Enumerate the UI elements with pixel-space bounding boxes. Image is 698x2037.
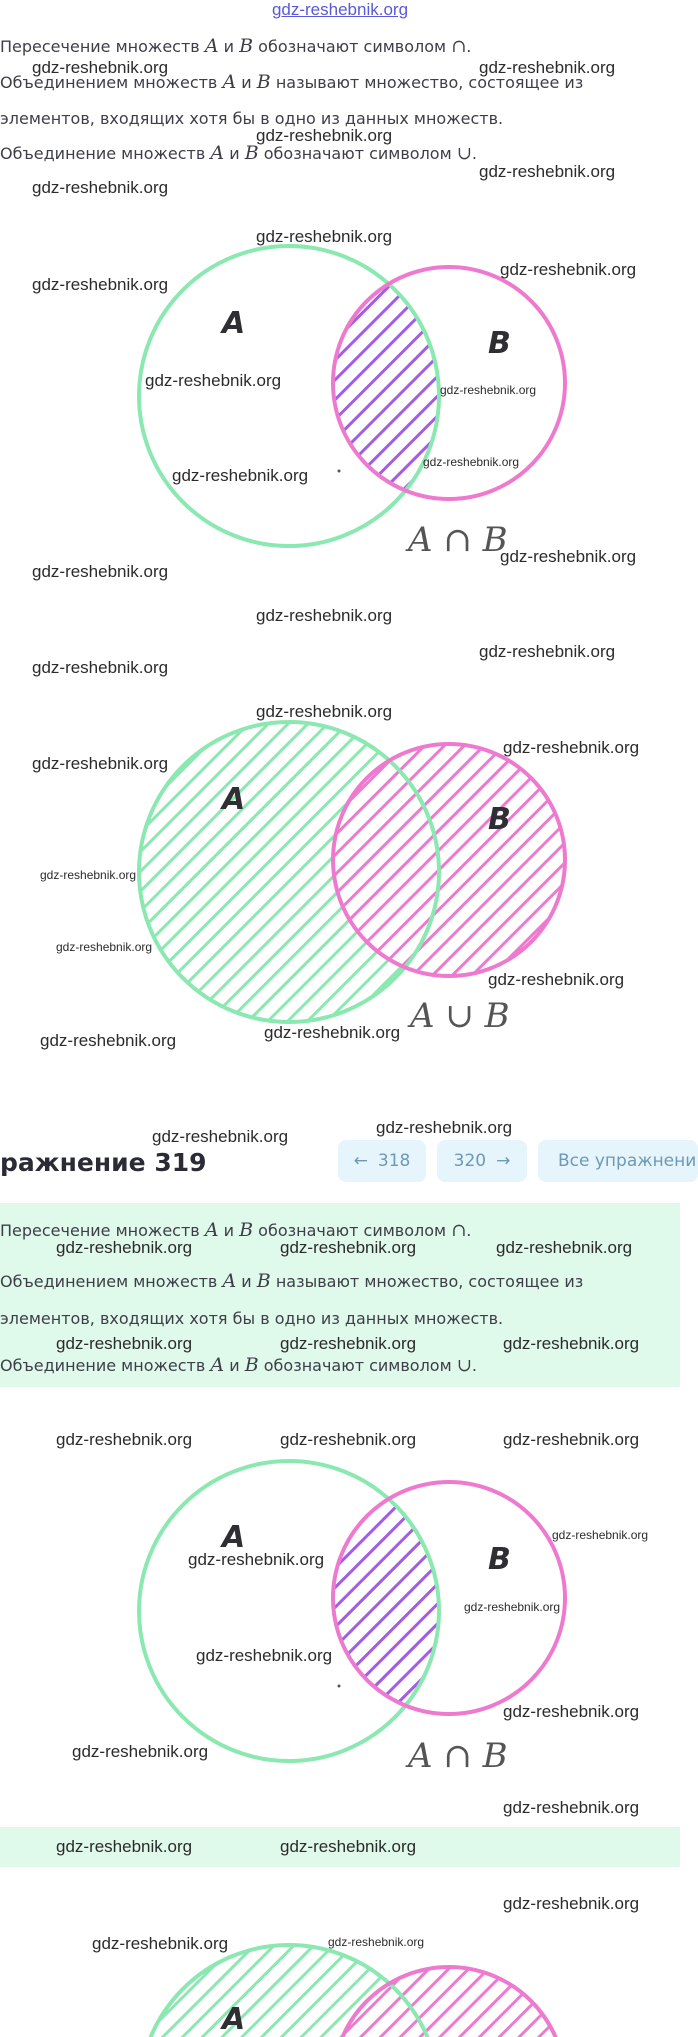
watermark: gdz-reshebnik.org [56,1334,193,1353]
set-a-label: A [222,1520,246,1555]
all-exercises-button[interactable]: Все упражнени [538,1140,698,1182]
watermark: gdz-reshebnik.org [496,1238,633,1257]
watermark: gdz-reshebnik.org [328,1935,425,1949]
theory-paragraph-3: элементов, входящих хотя бы в одно из данных множеств. [0,109,504,128]
watermark: gdz-reshebnik.org [280,1238,417,1257]
set-a-label: A [222,306,246,341]
watermark: gdz-reshebnik.org [488,970,625,989]
watermark: gdz-reshebnik.org [464,1600,561,1614]
watermark: gdz-reshebnik.org [196,1646,333,1665]
theory-paragraph-4: Объединение множеств A и B обозначают символом ∪. [0,142,477,164]
watermark: gdz-reshebnik.org [172,466,309,485]
watermark: gdz-reshebnik.org [479,58,616,77]
watermark: gdz-reshebnik.org [256,606,393,625]
arrow-left-icon: ← [353,1151,368,1171]
watermark: gdz-reshebnik.org [500,260,637,279]
watermark: gdz-reshebnik.org [376,1118,513,1137]
watermark: gdz-reshebnik.org [479,162,616,181]
site-link[interactable]: gdz-reshebnik.org [271,0,409,19]
theory-paragraph-1: Пересечение множеств A и B обозначают символом ∩. [0,35,472,57]
watermark: gdz-reshebnik.org [56,940,153,954]
set-b-label: B [488,1542,511,1577]
watermark: gdz-reshebnik.org [32,275,169,294]
intersection-formula: A ∩ B [408,520,508,560]
theory-paragraph-2: Объединением множеств A и B называют множество, состоящее из [0,1270,584,1292]
watermark: gdz-reshebnik.org [56,1430,193,1449]
watermark: gdz-reshebnik.org [280,1430,417,1449]
set-a-label: A [222,782,246,817]
arrow-right-icon: → [496,1151,511,1171]
watermark: gdz-reshebnik.org [280,1837,417,1856]
watermark: gdz-reshebnik.org [92,1934,229,1953]
theory-paragraph-3: элементов, входящих хотя бы в одно из данных множеств. [0,1309,504,1328]
watermark: gdz-reshebnik.org [32,658,169,677]
watermark: gdz-reshebnik.org [280,1334,417,1353]
watermark: gdz-reshebnik.org [32,178,169,197]
watermark: gdz-reshebnik.org [256,227,393,246]
watermark: gdz-reshebnik.org [503,738,640,757]
set-b-label: B [488,326,511,361]
next-exercise-button[interactable]: 320 → [437,1140,527,1182]
set-b-label: B [488,802,511,837]
watermark: gdz-reshebnik.org [152,1127,289,1146]
union-formula: A ∪ B [410,996,510,1036]
watermark: gdz-reshebnik.org [503,1334,640,1353]
watermark: gdz-reshebnik.org [40,1031,177,1050]
union-diagram-partial [139,1945,565,2037]
watermark: gdz-reshebnik.org [32,562,169,581]
theory-paragraph-1: Пересечение множеств A и B обозначают символом ∩. [0,1219,472,1241]
watermark: gdz-reshebnik.org [56,1238,193,1257]
exercise-title: ражнение 319 [0,1148,207,1177]
watermark: gdz-reshebnik.org [500,547,637,566]
watermark: gdz-reshebnik.org [32,754,169,773]
watermark: gdz-reshebnik.org [56,1837,193,1856]
theory-paragraph-4: Объединение множеств A и B обозначают символом ∪. [0,1354,477,1376]
watermark: gdz-reshebnik.org [145,371,282,390]
watermark: gdz-reshebnik.org [503,1894,640,1913]
watermark: gdz-reshebnik.org [188,1550,325,1569]
watermark: gdz-reshebnik.org [40,868,137,882]
watermark: gdz-reshebnik.org [440,383,537,397]
watermark: gdz-reshebnik.org [72,1742,209,1761]
set-a-label: A [222,2002,246,2037]
watermark: gdz-reshebnik.org [503,1430,640,1449]
watermark: gdz-reshebnik.org [423,455,520,469]
watermark: gdz-reshebnik.org [32,58,169,77]
watermark: gdz-reshebnik.org [256,702,393,721]
theory-paragraph-2: Объединением множеств A и B называют множество, состоящее из [0,71,584,93]
watermark: gdz-reshebnik.org [552,1528,649,1542]
watermark: gdz-reshebnik.org [503,1702,640,1721]
intersection-formula: A ∩ B [408,1736,508,1776]
watermark: gdz-reshebnik.org [264,1023,401,1042]
prev-exercise-button[interactable]: ← 318 [338,1140,426,1182]
watermark: gdz-reshebnik.org [479,642,616,661]
watermark: gdz-reshebnik.org [503,1798,640,1817]
watermark: gdz-reshebnik.org [256,126,393,145]
